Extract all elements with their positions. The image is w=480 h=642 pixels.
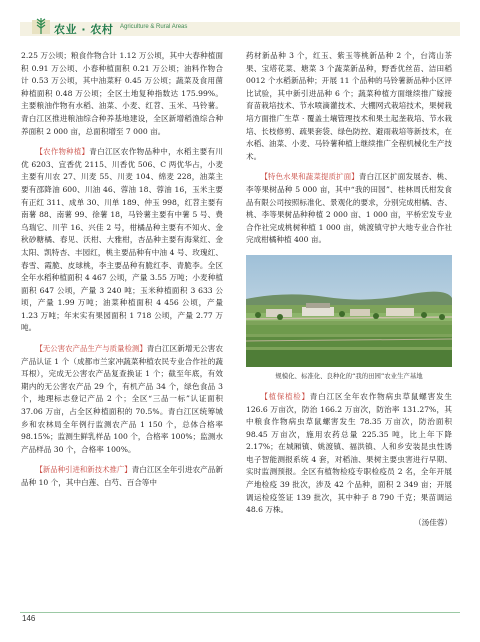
paragraph-text: 青白江区全年引进农产品新品种 10 个，其中白莲、白芍、百合等中	[21, 465, 223, 487]
section-subtitle: Agriculture & Rural Areas	[120, 24, 188, 30]
paragraph	[246, 171, 452, 247]
section-title: 农业 · 农村	[54, 23, 114, 36]
paragraph: 药材新品种 3 个，红玉、紫玉等桃新品种 2 个，台湾山茶果、宝塔花菜、塘菜 3 个蔬菜新品种，野香优丝苗、洁田稻 0012 个水稻新品种；开展 11 个品种的马铃薯新品种小区评比试验，其中新引进品种 6 个；蔬菜种植方面继续推广嫁接育苗栽培技术、节水喷滴灌技术、大棚网式栽培技术，果树栽培方面推广生草 · 覆盖土壤管理技术和果土起垄栽培、节水栽培、长枝修剪、疏果套袋、绿色防控、避雨栽培等新技术，在水稻、油菜、小麦、马铃薯种植上继续推广全程机械化生产技术。	[246, 51, 452, 161]
right-column	[246, 50, 452, 537]
footer-divider	[20, 612, 460, 613]
paragraph-text: 青白江区全年农作物病虫草鼠螺害发生 126.6 万亩次，防治 166.2 万亩次，防治率 131.27%，其中粮食作物病虫草鼠螺害发生 78.35 万亩次，防治面积 98.45 万亩次，施用农药总量 225.35 吨，比上年下降 2.17%；在城厢镇、姚渡镇、福洪镇、人和乡安装昆虫性诱电子智能测报系统 4 套，对稻油、果树主要虫害进行早期、实时监测预报。全区有植物检疫专职检疫员 2 名，全年开展产地检疫 39 批次，涉及 42 个品种，面积 2 349 亩；开展调运检疫签证 139 批次，其中种子 8 790 千克；果苗调运 48.6 万株。	[246, 391, 452, 515]
section-tag: 【农作物种植】	[35, 147, 90, 157]
paragraph	[246, 391, 452, 530]
section-tag: 【新品种引进和新技术推广】	[35, 465, 132, 475]
section-tag: 【植保植检】	[260, 391, 310, 401]
farm-base-photo	[246, 255, 452, 367]
farm-landscape-image	[246, 255, 452, 367]
page-header	[20, 16, 460, 40]
left-column	[21, 50, 223, 498]
page-number: 146	[22, 614, 36, 623]
paragraph	[21, 464, 223, 489]
section-tag: 【特色水果和蔬菜提质扩面】	[260, 172, 359, 182]
photo-caption: 规模化、标准化、良种化的“我的田园”农业生产基地	[275, 371, 423, 380]
paragraph-text: 青白江区农作物品种中，水稻主要有川优 6203、宜香优 2115、川香优 506、C 两优华占，小麦主要有川农 27、川麦 55、川麦 104、绵麦 228，油菜主要有邵降油 600、川油 46、蓉油 18、蓉油 16，玉米主要有正红 311、成单 30、川单 189、仲玉 998，红苕主要有南薯 88、南薯 99、徐薯 18，马铃薯主要有中薯 5 号、费乌瑞它、川芋 16、兴佳 2 号，柑橘品种主要有不知火、金秋砂糖橘、春见、沃柑、大雅柑，杏品种主要有海棠红、金太阳、凯特杏、丰园红，桃主要品种有中油 4 号、玫瑰红、春雪、霞脆、皮球桃，李主要品种有脆红李、青脆李。全区全年水稻种植面积 4 467 公顷，产量 3.55 万吨；小麦种植面积 647 公顷，产量 3 240 吨；玉米种植面积 3 633 公顷，产量 1.99 万吨；油菜种植面积 4 456 公顷，产量 1.23 万吨；年末实有果园面积 1 718 公顷，产量 2.77 万吨。	[21, 147, 223, 333]
paragraph	[21, 146, 223, 335]
author-signature: （汤佳蓉）	[414, 517, 452, 527]
wheat-logo-icon	[32, 16, 50, 36]
paragraph: 2.25 万公顷；粮食作物合计 1.12 万公顷，其中大春种植面积 0.91 万公顷、小春种植面积 0.21 万公顷；油料作物合计 0.53 万公顷，其中油菜籽 0.45 万公顷；蔬菜及食用菌种植面积 0.48 万公顷；全区土地复种指数达 175.99%。主要粮油作物有水稻、油菜、小麦、红苕、玉米、马铃薯。青白江区推进粮油综合种养基地建设，全区新增稻渔综合种养面积 2 000 亩，总面积增至 7 000 亩。	[21, 51, 223, 136]
paragraph	[21, 343, 223, 456]
paragraph-text: 青白江区扩面发展杏、桃、李等果树品种 5 000 亩，其中“我的田园”、桂林周氏柑发食品有限公司按照标准化、景观化的要求，分别完成柑橘、杏、桃、李等果树品种种植 2 000 亩、1 000 亩，平桥宏发专业合作社完成桃树种植 1 000 亩，姚渡镇守护大地专业合作社完成柑橘种植 400 亩。	[246, 172, 452, 245]
paragraph-text: 青白江区新增无公害农产品认证 1 个（成都市兰家冲蔬菜种植农民专业合作社的蔬耳根），完成无公害农产品复查换证 1 个；截至年底，有效期内的无公害农产品 29 个，有机产品 34 个，绿色食品 3 个，地理标志登记产品 2 个；全区“三品一标”认证面积 37.06 万亩，占全区种植面积的 70.5%。青白江区统筹城乡和农林局全年例行监测农产品 1 150 个，总体合格率 98.15%；监测生鲜乳样品 100 个，合格率 100%；监测水产品样品 30 个，合格率 100%。	[21, 344, 223, 454]
section-tag: 【无公害农产品生产与质量检测】	[35, 344, 147, 354]
